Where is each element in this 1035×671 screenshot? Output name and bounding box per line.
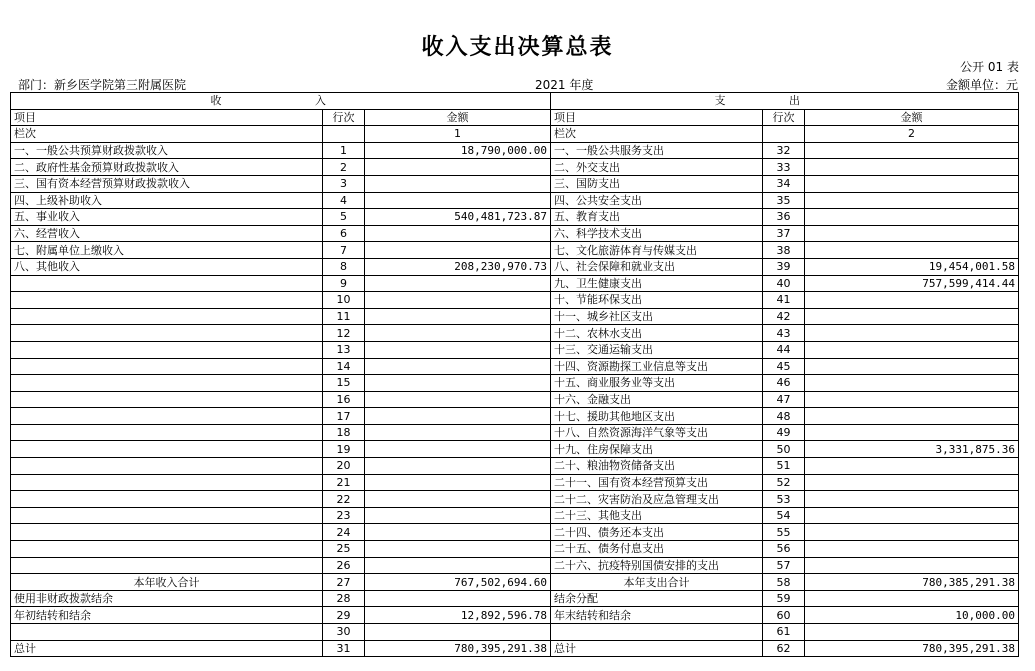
income-item-cell: 二、政府性基金预算财政拨款收入: [11, 159, 323, 176]
expense-line-cell: 34: [763, 175, 805, 192]
income-line-cell: 31: [323, 640, 365, 657]
expense-item-cell: 年末结转和结余: [551, 607, 763, 624]
income-line-cell: 15: [323, 375, 365, 392]
expense-item-cell: 二十二、灾害防治及应急管理支出: [551, 491, 763, 508]
expense-line-header: 行次: [763, 109, 805, 126]
expense-section-char-2: 出: [789, 94, 800, 108]
income-line-cell: 9: [323, 275, 365, 292]
income-line-cell: 5: [323, 209, 365, 226]
expense-amount-cell: [805, 557, 1019, 574]
income-column-blank: [323, 126, 365, 143]
expense-line-cell: 42: [763, 308, 805, 325]
income-line-cell: 1: [323, 142, 365, 159]
income-amount-cell: [365, 524, 551, 541]
income-column-label: 栏次: [11, 126, 323, 143]
income-line-cell: 24: [323, 524, 365, 541]
income-amount-cell: [365, 557, 551, 574]
income-item-cell: 五、事业收入: [11, 209, 323, 226]
income-amount-cell: [365, 358, 551, 375]
income-line-cell: 26: [323, 557, 365, 574]
table-row: [11, 209, 1019, 226]
income-line-cell: 21: [323, 474, 365, 491]
expense-amount-cell: [805, 524, 1019, 541]
expense-item-cell: 十五、商业服务业等支出: [551, 375, 763, 392]
expense-item-cell: 五、教育支出: [551, 209, 763, 226]
table-row: [11, 225, 1019, 242]
expense-amount-cell: [805, 491, 1019, 508]
income-item-cell: 七、附属单位上缴收入: [11, 242, 323, 259]
expense-item-cell: 三、国防支出: [551, 175, 763, 192]
income-item-cell: [11, 491, 323, 508]
income-amount-cell: 18,790,000.00: [365, 142, 551, 159]
expense-line-cell: 44: [763, 341, 805, 358]
expense-line-cell: 57: [763, 557, 805, 574]
income-item-cell: [11, 624, 323, 641]
income-amount-cell: [365, 541, 551, 558]
form-number: 公开 01 表: [960, 60, 1019, 74]
table-row: [11, 607, 1019, 624]
expense-amount-cell: 780,385,291.38: [805, 574, 1019, 591]
expense-amount-cell: [805, 408, 1019, 425]
expense-item-cell: 六、科学技术支出: [551, 225, 763, 242]
income-amount-cell: [365, 308, 551, 325]
table-row: [11, 491, 1019, 508]
expense-line-cell: 55: [763, 524, 805, 541]
expense-amount-cell: [805, 159, 1019, 176]
income-item-cell: [11, 308, 323, 325]
income-item-cell: [11, 408, 323, 425]
income-item-cell: 六、经营收入: [11, 225, 323, 242]
income-line-cell: 12: [323, 325, 365, 342]
table-row: [11, 590, 1019, 607]
income-amount-cell: [365, 341, 551, 358]
expense-line-cell: 53: [763, 491, 805, 508]
income-line-cell: 11: [323, 308, 365, 325]
expense-line-cell: 49: [763, 424, 805, 441]
income-item-cell: 四、上级补助收入: [11, 192, 323, 209]
income-amount-cell: [365, 624, 551, 641]
income-expense-table: [10, 92, 1019, 657]
table-row: [11, 458, 1019, 475]
expense-item-cell: 一、一般公共服务支出: [551, 142, 763, 159]
expense-item-cell: 二十三、其他支出: [551, 507, 763, 524]
income-line-cell: 23: [323, 507, 365, 524]
expense-line-cell: 41: [763, 292, 805, 309]
expense-line-cell: 38: [763, 242, 805, 259]
expense-line-cell: 37: [763, 225, 805, 242]
income-amount-cell: [365, 590, 551, 607]
table-row: [11, 640, 1019, 657]
table-row: [11, 574, 1019, 591]
income-section-char-1: 收: [210, 94, 222, 108]
income-item-cell: [11, 375, 323, 392]
income-section-char-2: 入: [315, 94, 326, 108]
expense-item-cell: 二十五、债务付息支出: [551, 541, 763, 558]
expense-column-number: 2: [805, 126, 1019, 143]
header-section-row: [11, 93, 1019, 110]
income-amount-cell: [365, 391, 551, 408]
amount-unit: 金额单位：元: [945, 78, 1018, 92]
expense-line-cell: 48: [763, 408, 805, 425]
table-row: [11, 541, 1019, 558]
income-line-cell: 27: [323, 574, 365, 591]
income-section-header: [11, 93, 551, 110]
expense-item-cell: 十六、金融支出: [551, 391, 763, 408]
department-label: 部门：新乡医学院第三附属医院: [18, 78, 187, 92]
income-item-cell: [11, 541, 323, 558]
expense-line-cell: 36: [763, 209, 805, 226]
expense-line-cell: 62: [763, 640, 805, 657]
expense-amount-cell: [805, 142, 1019, 159]
income-amount-cell: [365, 292, 551, 309]
income-amount-cell: [365, 325, 551, 342]
table-row: [11, 292, 1019, 309]
expense-amount-cell: [805, 424, 1019, 441]
page-title: 收入支出决算总表: [421, 35, 614, 60]
expense-line-cell: 45: [763, 358, 805, 375]
income-amount-cell: [365, 474, 551, 491]
income-line-cell: 18: [323, 424, 365, 441]
table-row: [11, 275, 1019, 292]
table-row: [11, 192, 1019, 209]
income-line-cell: 13: [323, 341, 365, 358]
expense-item-cell: 二十六、抗疫特别国债安排的支出: [551, 557, 763, 574]
column-index-row: [11, 126, 1019, 143]
expense-item-cell: 十二、农林水支出: [551, 325, 763, 342]
table-row: [11, 375, 1019, 392]
expense-line-cell: 52: [763, 474, 805, 491]
income-item-cell: [11, 325, 323, 342]
income-amount-cell: [365, 441, 551, 458]
table-row: [11, 142, 1019, 159]
expense-amount-cell: 19,454,001.58: [805, 258, 1019, 275]
expense-amount-cell: [805, 375, 1019, 392]
expense-item-cell: 二十一、国有资本经营预算支出: [551, 474, 763, 491]
table-row: [11, 624, 1019, 641]
income-line-cell: 25: [323, 541, 365, 558]
income-line-cell: 22: [323, 491, 365, 508]
expense-item-cell: 四、公共安全支出: [551, 192, 763, 209]
income-column-number: 1: [365, 126, 551, 143]
income-line-cell: 6: [323, 225, 365, 242]
expense-section-header: [551, 93, 1019, 110]
expense-amount-cell: 3,331,875.36: [805, 441, 1019, 458]
income-amount-cell: [365, 507, 551, 524]
income-line-cell: 10: [323, 292, 365, 309]
table-row: [11, 325, 1019, 342]
expense-line-cell: 47: [763, 391, 805, 408]
table-row: [11, 159, 1019, 176]
expense-item-cell: 本年支出合计: [551, 574, 763, 591]
expense-section-char-1: 支: [714, 94, 726, 108]
income-line-cell: 19: [323, 441, 365, 458]
expense-column-blank: [763, 126, 805, 143]
expense-amount-cell: [805, 458, 1019, 475]
income-amount-cell: [365, 491, 551, 508]
expense-item-cell: 结余分配: [551, 590, 763, 607]
expense-amount-cell: [805, 325, 1019, 342]
expense-line-cell: 51: [763, 458, 805, 475]
income-amount-cell: 208,230,970.73: [365, 258, 551, 275]
expense-item-cell: 八、社会保障和就业支出: [551, 258, 763, 275]
expense-item-cell: 二、外交支出: [551, 159, 763, 176]
expense-item-cell: [551, 624, 763, 641]
expense-amount-cell: [805, 474, 1019, 491]
income-amount-cell: [365, 192, 551, 209]
table-row: [11, 507, 1019, 524]
expense-item-cell: 十九、住房保障支出: [551, 441, 763, 458]
income-amount-cell: [365, 159, 551, 176]
income-amount-cell: [365, 424, 551, 441]
expense-amount-cell: [805, 507, 1019, 524]
income-line-cell: 4: [323, 192, 365, 209]
income-line-cell: 28: [323, 590, 365, 607]
expense-amount-cell: [805, 292, 1019, 309]
expense-amount-cell: [805, 624, 1019, 641]
expense-column-label: 栏次: [551, 126, 763, 143]
expense-line-cell: 35: [763, 192, 805, 209]
income-amount-cell: 540,481,723.87: [365, 209, 551, 226]
expense-line-cell: 40: [763, 275, 805, 292]
table-row: [11, 408, 1019, 425]
table-row: [11, 358, 1019, 375]
income-line-cell: 17: [323, 408, 365, 425]
expense-amount-cell: [805, 242, 1019, 259]
income-amount-cell: [365, 242, 551, 259]
expense-line-cell: 56: [763, 541, 805, 558]
income-line-header: 行次: [323, 109, 365, 126]
expense-amount-cell: [805, 341, 1019, 358]
income-amount-cell: [365, 175, 551, 192]
expense-amount-cell: [805, 209, 1019, 226]
expense-item-cell: 二十、粮油物资储备支出: [551, 458, 763, 475]
expense-amount-cell: [805, 391, 1019, 408]
table-row: [11, 391, 1019, 408]
expense-amount-cell: 757,599,414.44: [805, 275, 1019, 292]
income-line-cell: 30: [323, 624, 365, 641]
income-item-cell: 本年收入合计: [11, 574, 323, 591]
income-item-cell: [11, 507, 323, 524]
income-amount-cell: [365, 275, 551, 292]
expense-item-cell: 十七、援助其他地区支出: [551, 408, 763, 425]
expense-item-cell: 七、文化旅游体育与传媒支出: [551, 242, 763, 259]
income-item-cell: [11, 292, 323, 309]
table-row: [11, 341, 1019, 358]
expense-item-cell: 十四、资源勘探工业信息等支出: [551, 358, 763, 375]
income-item-cell: [11, 275, 323, 292]
column-header-row: [11, 109, 1019, 126]
table-row: [11, 557, 1019, 574]
expense-line-cell: 39: [763, 258, 805, 275]
meta-bar: [10, 76, 1018, 90]
income-item-cell: 三、国有资本经营预算财政拨款收入: [11, 175, 323, 192]
expense-line-cell: 46: [763, 375, 805, 392]
income-amount-cell: [365, 408, 551, 425]
expense-line-cell: 50: [763, 441, 805, 458]
income-line-cell: 7: [323, 242, 365, 259]
table-row: [11, 441, 1019, 458]
expense-amount-header: 金额: [805, 109, 1019, 126]
table-row: [11, 524, 1019, 541]
table-row: [11, 308, 1019, 325]
expense-item-cell: 十、节能环保支出: [551, 292, 763, 309]
expense-line-cell: 60: [763, 607, 805, 624]
income-item-cell: [11, 424, 323, 441]
expense-amount-cell: [805, 192, 1019, 209]
income-item-cell: [11, 524, 323, 541]
expense-line-cell: 43: [763, 325, 805, 342]
income-item-cell: 使用非财政拨款结余: [11, 590, 323, 607]
expense-item-header: 项目: [551, 109, 763, 126]
expense-amount-cell: 10,000.00: [805, 607, 1019, 624]
income-item-cell: 一、一般公共预算财政拨款收入: [11, 142, 323, 159]
expense-amount-cell: [805, 541, 1019, 558]
income-item-cell: [11, 358, 323, 375]
expense-amount-cell: [805, 175, 1019, 192]
expense-item-cell: 九、卫生健康支出: [551, 275, 763, 292]
income-line-cell: 8: [323, 258, 365, 275]
income-amount-cell: [365, 458, 551, 475]
table-row: [11, 242, 1019, 259]
income-amount-cell: 780,395,291.38: [365, 640, 551, 657]
income-item-cell: [11, 391, 323, 408]
expense-line-cell: 54: [763, 507, 805, 524]
expense-item-cell: 十三、交通运输支出: [551, 341, 763, 358]
income-item-cell: 总计: [11, 640, 323, 657]
table-row: [11, 258, 1019, 275]
income-line-cell: 20: [323, 458, 365, 475]
income-amount-header: 金额: [365, 109, 551, 126]
income-item-cell: 年初结转和结余: [11, 607, 323, 624]
table-row: [11, 175, 1019, 192]
expense-item-cell: 二十四、债务还本支出: [551, 524, 763, 541]
expense-item-cell: 十八、自然资源海洋气象等支出: [551, 424, 763, 441]
expense-amount-cell: 780,395,291.38: [805, 640, 1019, 657]
expense-item-cell: 十一、城乡社区支出: [551, 308, 763, 325]
income-item-cell: [11, 441, 323, 458]
income-line-cell: 29: [323, 607, 365, 624]
expense-line-cell: 32: [763, 142, 805, 159]
income-amount-cell: 12,892,596.78: [365, 607, 551, 624]
income-amount-cell: 767,502,694.60: [365, 574, 551, 591]
income-line-cell: 3: [323, 175, 365, 192]
income-item-cell: [11, 458, 323, 475]
table-row: [11, 424, 1019, 441]
expense-line-cell: 33: [763, 159, 805, 176]
income-line-cell: 2: [323, 159, 365, 176]
expense-amount-cell: [805, 225, 1019, 242]
expense-line-cell: 61: [763, 624, 805, 641]
income-amount-cell: [365, 225, 551, 242]
table-row: [11, 474, 1019, 491]
expense-amount-cell: [805, 308, 1019, 325]
expense-item-cell: 总计: [551, 640, 763, 657]
expense-amount-cell: [805, 590, 1019, 607]
fiscal-year: 2021 年度: [535, 78, 594, 92]
expense-line-cell: 59: [763, 590, 805, 607]
income-amount-cell: [365, 375, 551, 392]
income-item-header: 项目: [11, 109, 323, 126]
expense-amount-cell: [805, 358, 1019, 375]
income-item-cell: 八、其他收入: [11, 258, 323, 275]
income-item-cell: [11, 341, 323, 358]
expense-line-cell: 58: [763, 574, 805, 591]
income-item-cell: [11, 557, 323, 574]
income-item-cell: [11, 474, 323, 491]
income-line-cell: 16: [323, 391, 365, 408]
income-line-cell: 14: [323, 358, 365, 375]
